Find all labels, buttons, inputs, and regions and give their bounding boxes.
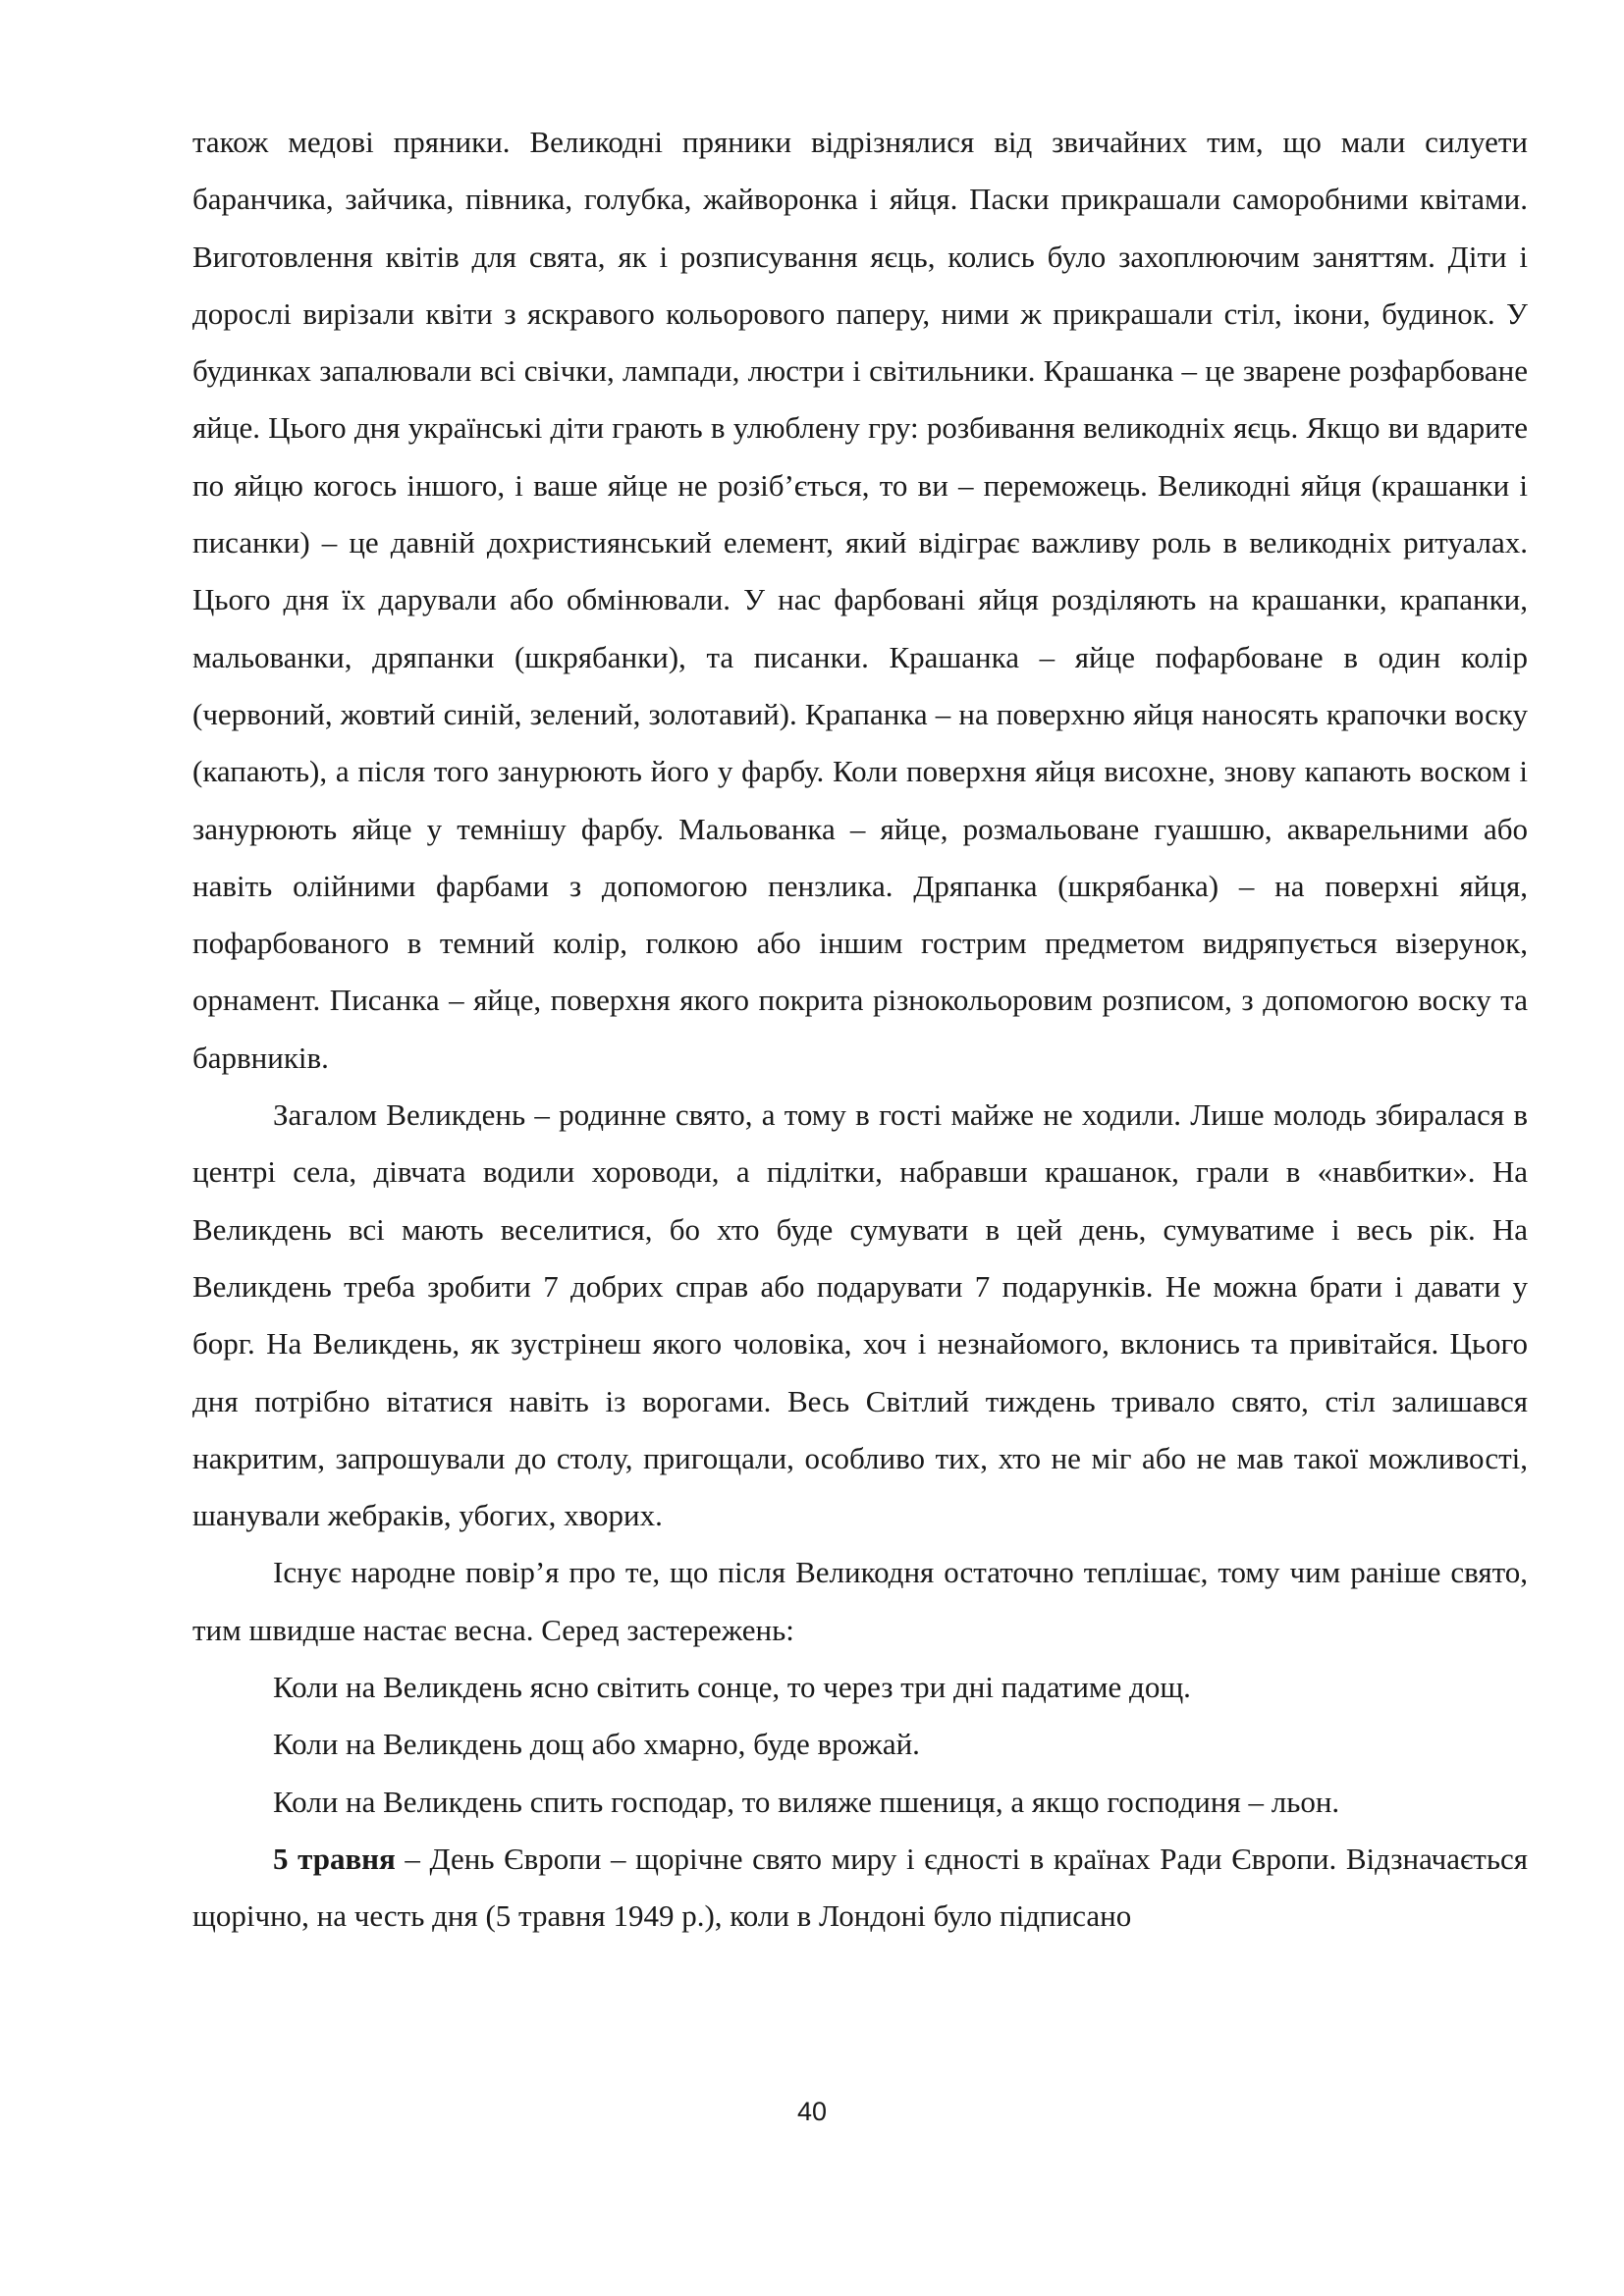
page-number: 40 [796,2097,828,2126]
omen-sleep: Коли на Великдень спить господар, то виляже пшениця, а якщо господиня – льон. [273,1784,1340,1819]
date-heading: 5 травня [273,1841,396,1876]
paragraph-europe-day [192,1831,1528,1946]
paragraph-family-holiday: Загалом Великдень – родинне свято, а тому в гості майже не ходили. Лише молодь збиралася в центрі села, дівчата водили хороводи, а підлітки, набравши крашанок, грали в «навбитки». На Великдень всі мають веселитися, бо хто буде сумувати в цей день, сумуватиме і весь рік. На Великдень треба зробити 7 добрих справ або подарувати 7 подарунків. Не можна брати і давати у борг. На Великдень, як зустрінеш якого чоловіка, хоч і незнайомого, вклонись та привітайся. Цього дня потрібно вітатися навіть із ворогами. Весь Світлий тиждень тривало свято, стіл залишався накритим, запрошували до столу, пригощали, особливо тих, хто не міг або не мав такої можливості, шанували жебраків, убогих, хворих. [192,1097,1528,1533]
body-text [192,114,1528,1946]
omen-rain: Коли на Великдень дощ або хмарно, буде врожай. [273,1727,920,1762]
paragraph-easter-eggs: також медові пряники. Великодні пряники відрізнялися від звичайних тим, що мали силуети баранчика, зайчика, півника, голубка, жайворонка і яйця. Паски прикрашали саморобними квітами. Виготовлення квітів для свята, як і розписування яєць, колись було захоплюючим заняттям. Діти і дорослі вирізали квіти з яскравого кольорового паперу, ними ж прикрашали стіл, ікони, будинок. У будинках запалювали всі свічки, лампади, люстри і світильники. Крашанка – це зварене розфарбоване яйце. Цього дня українські діти грають в улюблену гру: розбивання великодніх яєць. Якщо ви вдарите по яйцю когось іншого, і ваше яйце не розіб’ється, то ви – переможець. Великодні яйця (крашанки і писанки) – це давній дохристиянський елемент, який відіграє важливу роль в великодніх ритуалах. Цього дня їх дарували або обмінювали. У нас фарбовані яйця розділяють на крашанки, крапанки, мальованки, дряпанки (шкрябанки), та писанки. Крашанка – яйце пофарбоване в один колір (червоний, жовтий синій, зелений, золотавий). Крапанка – на поверхню яйця наносять крапочки воску (капають), а після того занурюють його у фарбу. Коли поверхня яйця висохне, знову капають воском і занурюють яйце у темнішу фарбу. Мальованка – яйце, розмальоване гуашшю, акварельними або навіть олійними фарбами з допомогою пензлика. Дряпанка (шкрябанка) – на поверхні яйця, пофарбованого в темний колір, голкою або іншим гострим предметом видряпується візерунок, орнамент. Писанка – яйце, поверхня якого покрита різнокольоровим розписом, з допомогою воску та барвників. [192,125,1528,1075]
paragraph-folk-belief: Існує народне повір’я про те, що після Великодня остаточно теплішає, тому чим раніше свято, тим швидше настає весна. Серед застережень: [192,1555,1528,1647]
europe-day-text: – День Європи – щорічне свято миру і єдності в країнах Ради Європи. Відзначається щорічно, на честь дня (5 травня 1949 р.), коли в Лондоні було підписано [192,1841,1528,1934]
omen-sunny: Коли на Великдень ясно світить сонце, то через три дні падатиме дощ. [273,1670,1191,1705]
